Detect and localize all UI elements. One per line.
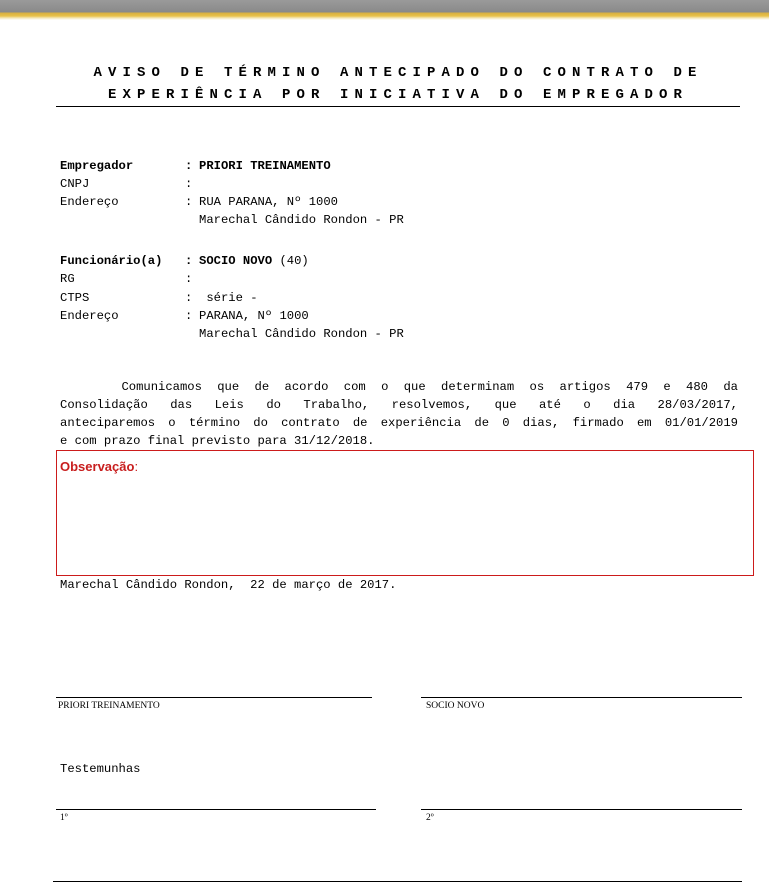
observation-label: Observação: — [60, 459, 139, 474]
employee-address-label: Endereço — [60, 309, 119, 323]
witnesses-label: Testemunhas — [60, 762, 141, 776]
window-top-border — [0, 0, 769, 20]
employer-signature-name: PRIORI TREINAMENTO — [58, 701, 160, 711]
rg-label: RG — [60, 272, 75, 286]
witness1-label: 1º — [60, 813, 68, 823]
employer-signature-line — [56, 697, 372, 698]
witness2-label: 2º — [426, 813, 434, 823]
employee-name: SOCIO NOVO — [199, 254, 273, 268]
document-title-line1: AVISO DE TÉRMINO ANTECIPADO DO CONTRATO DE — [93, 65, 703, 81]
place-date: Marechal Cândido Rondon, 22 de março de 2017. — [60, 578, 397, 592]
title-underline — [56, 106, 740, 107]
cnpj-label: CNPJ — [60, 177, 90, 191]
employee-name-row — [199, 252, 309, 270]
colon: : — [185, 254, 193, 268]
employer-address-line2: Marechal Cândido Rondon - PR — [199, 213, 404, 227]
colon: : — [185, 177, 193, 191]
witness2-signature-line — [421, 809, 742, 810]
employee-label: Funcionário(a) — [60, 254, 163, 268]
document-title-line2: EXPERIÊNCIA POR INICIATIVA DO EMPREGADOR — [107, 87, 689, 103]
paragraph-line: Comunicamos que de acordo com o que determinam os artigos 479 e 480 da — [60, 380, 738, 394]
notice-paragraph — [60, 378, 738, 450]
witness1-signature-line — [56, 809, 376, 810]
employee-signature-line — [421, 697, 742, 698]
employer-name: PRIORI TREINAMENTO — [199, 159, 331, 173]
employee-signature-name: SOCIO NOVO — [426, 701, 485, 711]
colon: : — [185, 272, 193, 286]
ctps-label: CTPS — [60, 291, 90, 305]
employer-address-line1: RUA PARANA, Nº 1000 — [199, 195, 338, 209]
colon: : — [185, 195, 193, 209]
colon: : — [185, 309, 193, 323]
employee-address-line1: PARANA, Nº 1000 — [199, 309, 309, 323]
employee-address-line2: Marechal Cândido Rondon - PR — [199, 327, 404, 341]
footer-line — [53, 881, 742, 882]
paragraph-line: Consolidação das Leis do Trabalho, resolvemos, que até o dia 28/03/2017, — [60, 398, 738, 412]
employer-address-label: Endereço — [60, 195, 119, 209]
colon: : — [185, 291, 193, 305]
paragraph-line: e com prazo final previsto para 31/12/2018. — [60, 434, 375, 448]
employee-code: (40) — [279, 254, 309, 268]
paragraph-line: anteciparemos o término do contrato de experiência de 0 dias, firmado em 01/01/2019 — [60, 416, 738, 430]
observation-box[interactable] — [56, 450, 754, 576]
ctps-value: série - — [199, 291, 258, 305]
colon: : — [185, 159, 193, 173]
employer-label: Empregador — [60, 159, 134, 173]
